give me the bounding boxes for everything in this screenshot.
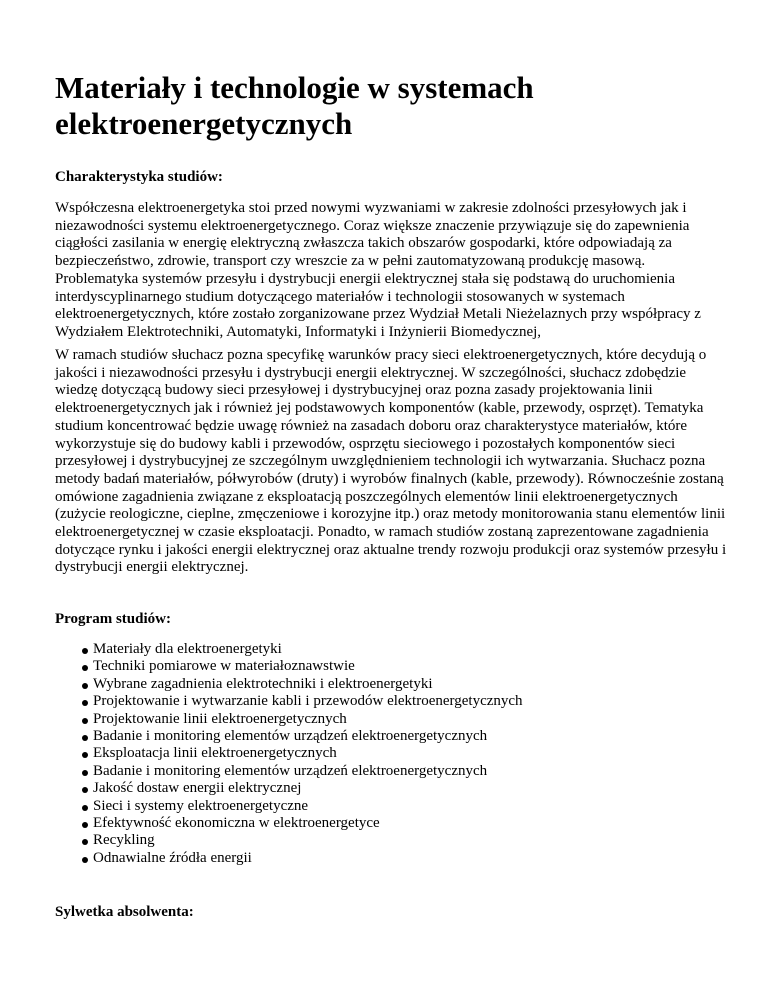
bullet-icon (82, 648, 88, 654)
list-item: Recykling (93, 832, 523, 849)
bullet-icon (82, 752, 88, 758)
list-item: Efektywność ekonomiczna w elektroenergetyce (93, 815, 523, 832)
graduate-heading: Sylwetka absolwenta: (55, 904, 194, 920)
bullet-icon (82, 822, 88, 828)
bullet-icon (82, 665, 88, 671)
list-item: Jakość dostaw energii elektrycznej (93, 780, 523, 797)
program-list (55, 641, 523, 867)
list-item: Projektowanie i wytwarzanie kabli i przewodów elektroenergetycznych (93, 693, 523, 710)
list-item: Techniki pomiarowe w materiałoznawstwie (93, 658, 523, 675)
bullet-icon (82, 718, 88, 724)
characteristics-heading: Charakterystyka studiów: (55, 169, 223, 185)
program-heading: Program studiów: (55, 611, 171, 627)
bullet-icon (82, 787, 88, 793)
bullet-icon (82, 700, 88, 706)
characteristics-paragraph-1: Współczesna elektroenergetyka stoi przed nowymi wyzwaniami w zakresie zdolności przesyłowych jak i niezawodności systemu elektroenergetycznego. Coraz większe znaczenie przywiązuje się do zapewnienia ciągłości zasilania w energię elektryczną zwłaszcza takich obszarów gospodarki, które odpowiadają za bezpieczeństwo, zdrowie, transport czy wreszcie za w pełni zautomatyzowaną produkcję masową. Problematyka systemów przesyłu i dystrybucji energii elektrycznej stała się podstawą do uruchomienia interdyscyplinarnego studium dotyczącego materiałów i technologii stosowanych w systemach elektroenergetycznych, które zostało zorganizowane przez Wydział Metali Nieżelaznych przy współpracy z Wydziałem Elektrotechniki, Automatyki, Informatyki i Inżynierii Biomedycznej, (55, 200, 701, 340)
bullet-icon (82, 683, 88, 689)
list-item: Eksploatacja linii elektroenergetycznych (93, 745, 523, 762)
bullet-icon (82, 735, 88, 741)
list-item: Badanie i monitoring elementów urządzeń elektroenergetycznych (93, 763, 523, 780)
list-item: Projektowanie linii elektroenergetycznych (93, 711, 523, 728)
characteristics-paragraph-2: W ramach studiów słuchacz pozna specyfikę warunków pracy sieci elektroenergetycznych, które decydują o jakości i niezawodności przesyłu i dystrybucji energii elektrycznej. W szczególności, słuchacz zdobędzie wiedzę dotyczącą budowy sieci przesyłowej i dystrybucyjnej oraz pozna zasady projektowania linii elektroenergetycznych jak i również jej podstawowych komponentów (kable, przewody, osprzęt). Tematyka studium koncentrować będzie uwagę również na zasadach doboru oraz charakterystyce materiałów, które wykorzystuje się do budowy kabli i przewodów, osprzętu sieciowego i pozostałych komponentów sieci przesyłowej i dystrybucyjnej ze szczególnym uwzględnieniem technologii ich wytwarzania. Słuchacz pozna metody badań materiałów, półwyrobów (druty) i wyrobów finalnych (kable, przewody). Równocześnie zostaną omówione zagadnienia związane z eksploatacją poszczególnych elementów linii elektroenergetycznych (zużycie reologiczne, cieplne, zmęczeniowe i korozyjne itp.) oraz metody monitorowania stanu elementów linii elektroenergetycznej w czasie eksploatacji. Ponadto, w ramach studiów zostaną zaprezentowane zagadnienia dotyczące rynku i jakości energii elektrycznej oraz aktualne trendy rozwoju produkcji oraz systemów przesyłu i dystrybucji energii elektrycznej. (55, 347, 727, 576)
bullet-icon (82, 805, 88, 811)
bullet-icon (82, 839, 88, 845)
list-item: Badanie i monitoring elementów urządzeń elektroenergetycznych (93, 728, 523, 745)
list-item: Wybrane zagadnienia elektrotechniki i elektroenergetyki (93, 676, 523, 693)
page-title: Materiały i technologie w systemach elektroenergetycznych (55, 70, 534, 141)
list-item: Sieci i systemy elektroenergetyczne (93, 798, 523, 815)
list-item: Odnawialne źródła energii (93, 850, 523, 867)
bullet-icon (82, 857, 88, 863)
bullet-icon (82, 770, 88, 776)
list-item: Materiały dla elektroenergetyki (93, 641, 523, 658)
